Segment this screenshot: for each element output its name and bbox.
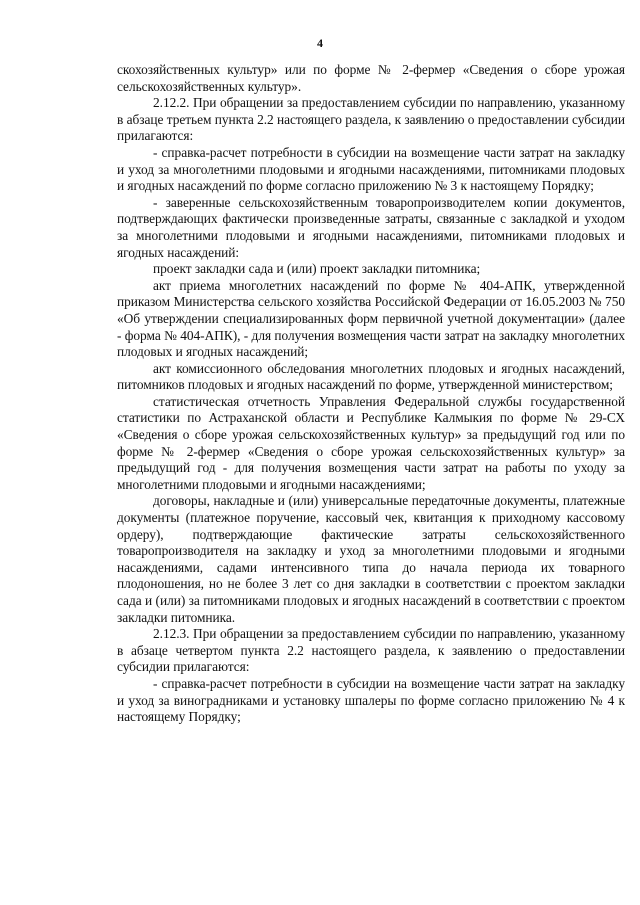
document-body [117,62,625,726]
paragraph-certified-copies: - заверенные сельскохозяйственным товаропроизводителем копии документов, подтверждающих фактически произведенные затраты, связанные с закладкой и уходом за многолетними плодовыми и ягодными насаждениями, питомниками плодовых и ягодных насаждений: [117,194,625,260]
paragraph-garden-project: проект закладки сада и (или) проект закладки питомника; [153,261,481,277]
paragraph-section-2-12-3: 2.12.3. При обращении за предоставлением субсидии по направлению, указанному в абзаце четвертом пункта 2.2 настоящего раздела, к заявлению о предоставлении субсидии прилагаются: [117,626,625,675]
paragraph-section-2-12-2: 2.12.2. При обращении за предоставлением субсидии по направлению, указанному в абзаце третьем пункта 2.2 настоящего раздела, к заявлению о предоставлении субсидии прилагаются: [117,95,625,144]
page-number: 4 [317,36,323,50]
paragraph-calculation-certificate-2: - справка-расчет потребности в субсидии на возмещение части затрат на закладку и уход за виноградниками и установку шпалеры по форме согласно приложению № 4 к настоящему Порядку; [117,675,625,725]
paragraph-contracts-invoices: договоры, накладные и (или) универсальные передаточные документы, платежные документы (платежное поручение, кассовый чек, квитанция к приходному кассовому ордеру), подтверждающие фактические затраты сельскохозяйственного товаропроизводителя на закладку и уход за многолетними плодовыми и ягодными насаждениями, садами интенсивного типа до начала периода их товарного плодоношения, но не более 3 лет со дня закладки в соответствии с проектом закладки сада и (или) за питомниками плодовых и ягодных насаждений в соответствии с проектом закладки питомника. [117,493,625,625]
paragraph-acceptance-act: акт приема многолетних насаждений по форме № 404-АПК, утвержденной приказом Министерства сельского хозяйства Российской Федерации от 16.05.2003 № 750 «Об утверждении специализированных форм первичной учетной документации» (далее - форма № 404-АПК), - для получения возмещения части затрат на закладку многолетних плодовых и ягодных насаждений; [117,277,625,360]
paragraph-inspection-act: акт комиссионного обследования многолетних плодовых и ягодных насаждений, питомников плодовых и ягодных насаждений по форме, утвержденной министерством; [117,360,625,393]
paragraph-calculation-certificate-1: - справка-расчет потребности в субсидии на возмещение части затрат на закладку и уход за многолетними плодовыми и ягодными насаждениями, питомниками плодовых и ягодных насаждений по форме согласно приложению № 3 к настоящему Порядку; [117,144,625,194]
paragraph-statistical-reports: статистическая отчетность Управления Федеральной службы государственной статистики по Астраханской области и Республике Калмыкия по форме № 29-СХ «Сведения о сборе урожая сельскохозяйственных культур» за предыдущий год или по форме № 2-фермер «Сведения о сборе урожая сельскохозяйственных культур» за предыдущий год - для получения возмещения части затрат на работы по уходу за многолетними плодовыми и ягодными насаждениями; [117,393,625,492]
paragraph-continuation: скохозяйственных культур» или по форме № 2-фермер «Сведения о сборе урожая сельскохозяйственных культур». [117,62,625,94]
